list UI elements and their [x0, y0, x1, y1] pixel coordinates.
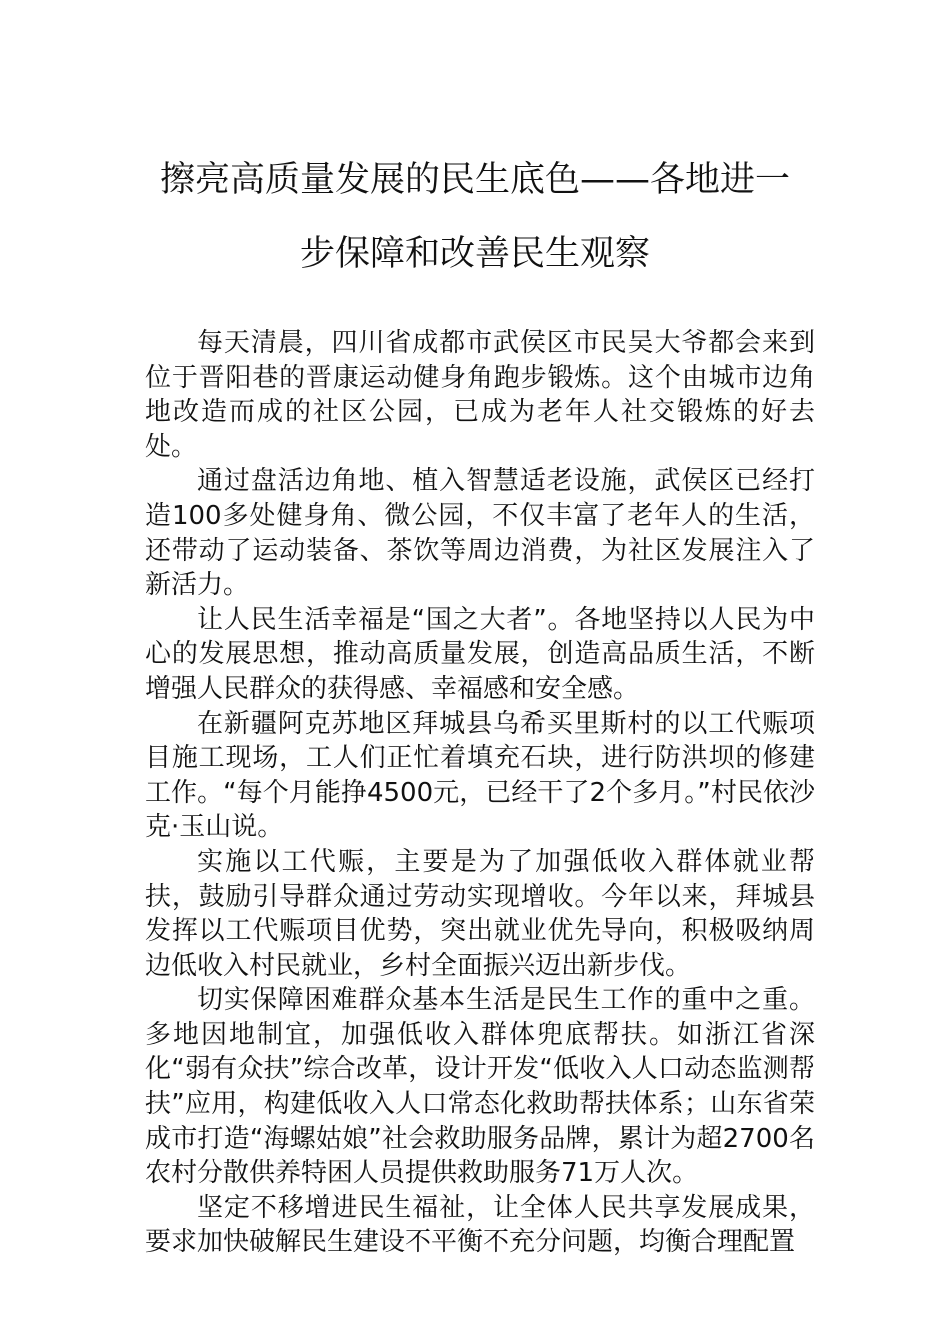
paragraph: 坚定不移增进民生福祉，让全体人民共享发展成果，要求加快破解民生建设不平衡不充分问题，均衡合理配置	[145, 1192, 815, 1258]
paragraph: 在新疆阿克苏地区拜城县乌希买里斯村的以工代赈项目施工现场，工人们正忙着填充石块，进行防洪坝的修建工作。“每个月能挣4500元，已经干了2个多月。”村民依沙克·玉山说。	[145, 708, 815, 843]
article-body	[145, 326, 815, 1260]
paragraph: 让人民生活幸福是“国之大者”。各地坚持以人民为中心的发展思想，推动高质量发展，创造高品质生活，不断增强人民群众的获得感、幸福感和安全感。	[145, 604, 815, 704]
paragraph: 实施以工代赈，主要是为了加强低收入群体就业帮扶，鼓励引导群众通过劳动实现增收。今年以来，拜城县发挥以工代赈项目优势，突出就业优先导向，积极吸纳周边低收入村民就业，乡村全面振兴迈出新步伐。	[145, 846, 815, 981]
title-line-2: 步保障和改善民生观察	[299, 234, 650, 274]
paragraph: 每天清晨，四川省成都市武侯区市民吴大爷都会来到位于晋阳巷的晋康运动健身角跑步锻炼。这个由城市边角地改造而成的社区公园，已成为老年人社交锻炼的好去处。	[145, 328, 815, 462]
paragraph: 通过盘活边角地、植入智慧适老设施，武侯区已经打造100多处健身角、微公园，不仅丰富了老年人的生活，还带动了运动装备、茶饮等周边消费，为社区发展注入了新活力。	[145, 466, 815, 601]
article-title	[130, 160, 820, 274]
title-line-1: 擦亮高质量发展的民生底色——各地进一	[159, 160, 790, 200]
paragraph: 切实保障困难群众基本生活是民生工作的重中之重。多地因地制宜，加强低收入群体兜底帮扶。如浙江省深化“弱有众扶”综合改革，设计开发“低收入人口动态监测帮扶”应用，构建低收入人口常态化救助帮扶体系；山东省荣成市打造“海螺姑娘”社会救助服务品牌，累计为超2700名农村分散供养特困人员提供救助服务71万人次。	[145, 985, 815, 1189]
